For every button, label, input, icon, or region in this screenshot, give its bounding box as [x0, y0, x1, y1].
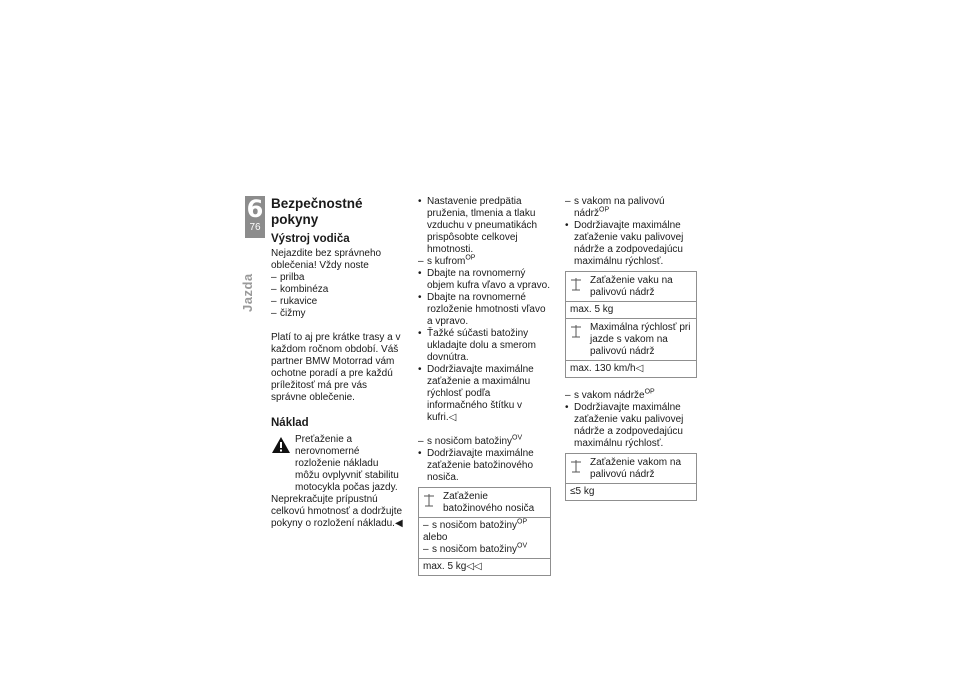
- spec-box: [565, 271, 697, 378]
- condition-item: – s vakom na palivovú nádrž$^{OP}$: [565, 196, 665, 219]
- column-2: [418, 196, 551, 576]
- page-number: 76: [249, 222, 261, 233]
- column-1: [271, 196, 403, 530]
- chapter-side-label: Jazda: [240, 273, 255, 312]
- spec-box: [418, 487, 551, 576]
- load-warning-text: Preťaženie a nerovnomerné rozloženie nákladu môžu ovplyvniť stabilitu motocykla počas jazdy.: [295, 434, 399, 493]
- list-item: – rukavice: [271, 296, 318, 307]
- spec-box-value: max. 5 kg◁◁: [419, 558, 550, 575]
- chapter-number: 6: [246, 195, 264, 223]
- spec-box: [565, 453, 697, 501]
- list-item: • Dodržiavajte maximálne zaťaženie a maximálnu rýchlosť podľa informačného štítku v kufri.◁: [418, 364, 534, 423]
- spec-box-value: max. 130 km/h◁: [566, 360, 696, 377]
- condition-item: – s nosičom batožiny$^{OV}$: [418, 434, 523, 447]
- condition-item: – s kufrom$^{OP}$: [418, 254, 476, 267]
- list-item: – čižmy: [271, 308, 306, 319]
- chapter-marker: [245, 196, 265, 238]
- spec-box-title: Maximálna rýchlosť pri jazde s vakom na palivovú nádrž: [590, 322, 691, 357]
- spec-box-title: Zaťaženie batožinového nosiča: [443, 491, 535, 514]
- list-item: • Dbajte na rovnomerný objem kufra vľavo a vpravo.: [418, 268, 550, 291]
- list-item: • Dodržiavajte maximálne zaťaženie vaku palivovej nádrže a zodpovedajúcu maximálnu rýchlosť.: [565, 220, 684, 267]
- list-item: • Dodržiavajte maximálne zaťaženie vaku palivovej nádrže a zodpovedajúcu maximálnu rýchlosť.: [565, 402, 684, 449]
- weight-icon: [570, 457, 590, 481]
- warning-triangle-icon: [271, 434, 295, 494]
- spec-box-conditions: – s nosičom batožiny$^{OP}$ alebo – s nosičom batožiny$^{OV}$: [419, 517, 550, 558]
- spec-box-header: [419, 488, 550, 517]
- load-note: Neprekračujte prípustnú celkovú hmotnosť a dodržujte pokyny o rozložení nákladu.◀: [271, 494, 403, 529]
- spec-box-title: Zaťaženie vaku na palivovú nádrž: [590, 275, 673, 298]
- speed-icon: [570, 322, 590, 358]
- weight-icon: [423, 491, 443, 515]
- list-item: • Dbajte na rovnomerné rozloženie hmotnosti vľavo a vpravo.: [418, 292, 546, 327]
- list-item: • Dodržiavajte maximálne zaťaženie batožinového nosiča.: [418, 448, 534, 483]
- rider-heading: Výstroj vodiča: [271, 233, 350, 245]
- weight-icon: [570, 275, 590, 299]
- list-item: • Nastavenie predpätia pruženia, tlmenia a tlaku vzduchu v pneumatikách prispôsobte celkovej hmotnosti.: [418, 196, 538, 255]
- list-item: – prilba: [271, 272, 305, 283]
- column-3: [565, 196, 697, 501]
- load-warning-block: [271, 434, 403, 494]
- condition-item: – s vakom nádrže$^{OP}$: [565, 388, 655, 401]
- load-heading: Náklad: [271, 417, 309, 429]
- end-marker-icon: ◁: [448, 412, 457, 423]
- end-marker-icon: ◀: [394, 518, 403, 529]
- rider-intro: Nejazdite bez správneho oblečenia! Vždy noste: [271, 248, 382, 271]
- spec-box-title: Zaťaženie vakom na palivovú nádrž: [590, 457, 682, 480]
- spec-box-value: ≤5 kg: [566, 483, 696, 500]
- end-marker-icon: ◁◁: [466, 561, 482, 572]
- end-marker-icon: ◁: [635, 363, 644, 374]
- rider-note: Platí to aj pre krátke trasy a v každom ročnom období. Váš partner BMW Motorrad vám ochotne poradí a pre každú príležitosť má pre vás správne oblečenie.: [271, 332, 401, 403]
- spec-box-value: max. 5 kg: [566, 301, 696, 318]
- list-item: • Ťažké súčasti batožiny ukladajte dolu a smerom dovnútra.: [418, 328, 536, 363]
- section-title: Bezpečnostné pokyny: [271, 196, 363, 227]
- list-item: – kombinéza: [271, 284, 329, 295]
